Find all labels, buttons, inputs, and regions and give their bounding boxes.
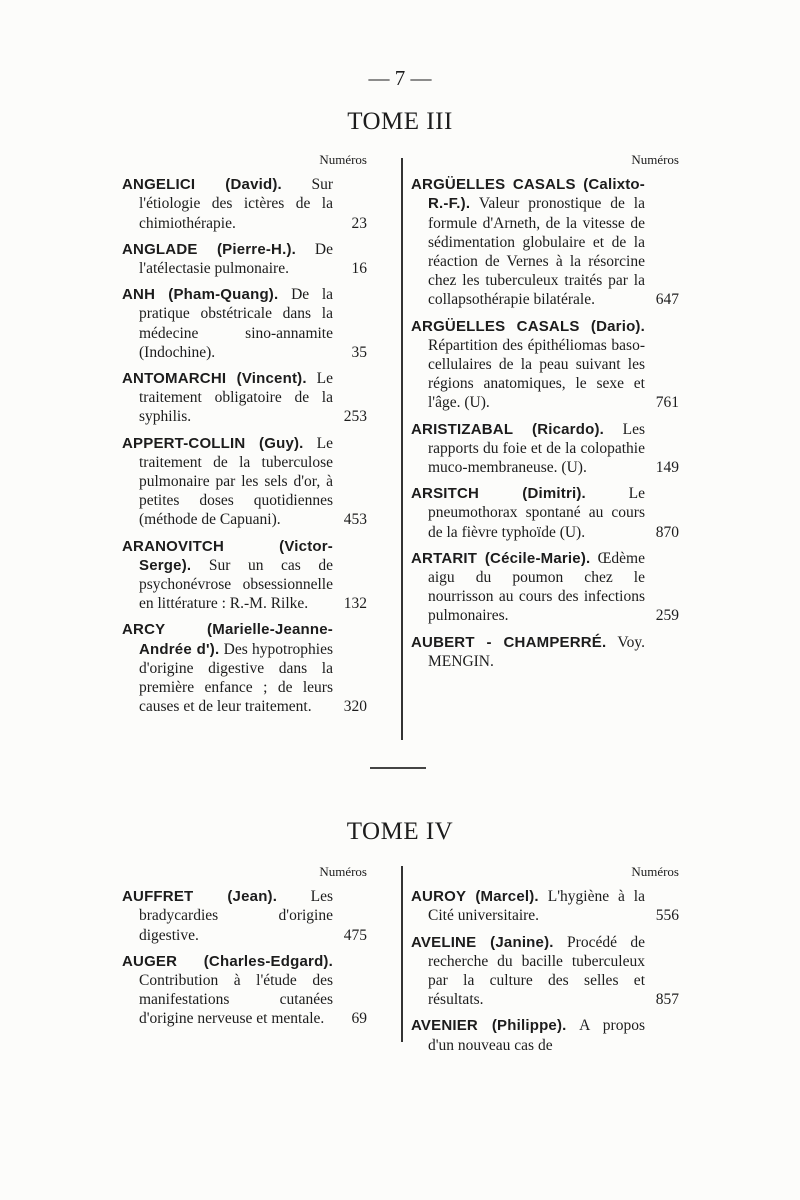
index-entry bbox=[411, 633, 679, 671]
tome-3-right-column bbox=[411, 150, 679, 678]
entry-text bbox=[122, 537, 367, 614]
author-name: ARANOVITCH (Victor-Serge). bbox=[122, 537, 333, 574]
thesis-number: 132 bbox=[343, 595, 367, 613]
entry-text bbox=[122, 285, 367, 362]
thesis-title: Procédé de recherche du bacille tuberculeux par la culture des selles et résultats. bbox=[428, 933, 645, 1009]
entry-text bbox=[411, 484, 679, 542]
thesis-title: Le traitement obligatoire de la syphilis. bbox=[139, 370, 333, 426]
thesis-title: Le traitement de la tuberculose pulmonaire par les sels d'or, à petites doses quotidiennes (méthode de Capuani). bbox=[139, 434, 333, 529]
thesis-number: 69 bbox=[351, 1010, 367, 1028]
thesis-number: 35 bbox=[351, 343, 367, 361]
thesis-number: 870 bbox=[655, 523, 679, 541]
index-entry bbox=[122, 620, 367, 716]
entry-text bbox=[411, 1016, 679, 1054]
entry-text bbox=[122, 240, 367, 278]
section-divider bbox=[370, 767, 426, 769]
index-entry bbox=[411, 933, 679, 1010]
thesis-title: De la pratique obstétricale dans la médecine sino-annamite (Indochine). bbox=[139, 286, 333, 361]
thesis-number: 761 bbox=[655, 394, 679, 412]
index-entry bbox=[122, 240, 367, 278]
column-divider bbox=[401, 866, 403, 1042]
thesis-title: Valeur pronostique de la formule d'Arneth, de la vitesse de sédimentation globulaire et de la réaction de Vernes à la résorcine chez les tuberculeux traités par la collapsothérapie bilatérale. bbox=[428, 195, 645, 309]
author-name: ARTARIT (Cécile-Marie). bbox=[411, 549, 591, 567]
thesis-number: 23 bbox=[351, 214, 367, 232]
thesis-title: Sur un cas de psychonévrose obsessionnelle en littérature : R.-M. Rilke. bbox=[139, 556, 334, 613]
author-name: APPERT-COLLIN (Guy). bbox=[122, 434, 304, 452]
thesis-title: Voy. MENGIN. bbox=[428, 633, 645, 670]
thesis-number: 647 bbox=[655, 291, 679, 309]
entry-text bbox=[411, 887, 679, 925]
thesis-number: 857 bbox=[655, 991, 679, 1009]
author-name: ARISTIZABAL (Ricardo). bbox=[411, 420, 605, 438]
index-entry bbox=[122, 952, 367, 1029]
author-name: ARGÜELLES CASALS (Calixto-R.-F.). bbox=[411, 176, 645, 213]
index-entry bbox=[122, 887, 367, 945]
index-entry bbox=[411, 484, 679, 542]
author-name: ANH (Pham-Quang). bbox=[122, 286, 279, 304]
entry-text bbox=[411, 420, 679, 478]
entry-text bbox=[122, 434, 367, 530]
entry-text bbox=[122, 952, 367, 1029]
index-entry bbox=[411, 175, 679, 309]
index-entry bbox=[411, 887, 679, 925]
entry-text bbox=[122, 887, 367, 945]
thesis-number: 16 bbox=[351, 260, 367, 278]
column-header: Numéros bbox=[631, 152, 679, 167]
index-entry bbox=[122, 175, 367, 233]
thesis-number: 149 bbox=[655, 459, 679, 477]
author-name: ARCY (Marielle-Jeanne-Andrée d'). bbox=[122, 621, 333, 658]
author-name: AUROY (Marcel). bbox=[411, 888, 539, 906]
tome-title: TOME IV bbox=[346, 818, 454, 845]
thesis-title: Contribution à l'étude des manifestations cutanées d'origine nerveuse et mentale. bbox=[139, 972, 333, 1028]
author-name: AUGER (Charles-Edgard). bbox=[122, 952, 333, 970]
tome-4-left-column bbox=[122, 862, 367, 1036]
entry-text bbox=[411, 175, 679, 309]
thesis-number: 320 bbox=[343, 698, 367, 716]
tome-title: TOME III bbox=[347, 108, 453, 135]
thesis-title: Des hypotrophies d'origine digestive dans la première enfance ; de leurs causes et de leur traitement. bbox=[139, 640, 333, 716]
thesis-number: 259 bbox=[655, 607, 679, 625]
thesis-title: L'hygiène à la Cité universitaire. bbox=[428, 888, 645, 925]
thesis-number: 453 bbox=[343, 511, 367, 529]
index-entry bbox=[122, 369, 367, 427]
thesis-title: Le pneumothorax spontané au cours de la fièvre typhoïde (U). bbox=[428, 485, 645, 541]
thesis-title: Sur l'étiologie des ictères de la chimiothérapie. bbox=[139, 176, 333, 232]
column-header: Numéros bbox=[319, 152, 367, 167]
column-header: Numéros bbox=[319, 864, 367, 879]
thesis-number: 253 bbox=[343, 408, 367, 426]
entry-text bbox=[122, 620, 367, 716]
column-header: Numéros bbox=[631, 864, 679, 879]
entry-text bbox=[411, 933, 679, 1010]
tome-4-right-column bbox=[411, 862, 679, 1062]
thesis-number: 556 bbox=[655, 907, 679, 925]
page-number: — 7 — bbox=[368, 66, 432, 90]
author-name: AUFFRET (Jean). bbox=[122, 888, 278, 906]
entry-text bbox=[411, 549, 679, 626]
entry-text bbox=[411, 317, 679, 413]
index-entry bbox=[411, 549, 679, 626]
author-name: ANGELICI (David). bbox=[122, 176, 282, 194]
index-entry bbox=[411, 420, 679, 478]
author-name: ARSITCH (Dimitri). bbox=[411, 485, 586, 503]
tome-3-left-column bbox=[122, 150, 367, 723]
author-name: ANGLADE (Pierre-H.). bbox=[122, 240, 297, 258]
thesis-title: De l'atélectasie pulmonaire. bbox=[139, 240, 333, 278]
entry-text bbox=[122, 175, 367, 233]
thesis-number: 475 bbox=[343, 926, 367, 944]
thesis-title: Les bradycardies d'origine digestive. bbox=[139, 888, 333, 944]
thesis-title: A propos d'un nouveau cas de bbox=[428, 1017, 645, 1054]
index-entry bbox=[411, 1016, 679, 1054]
author-name: ANTOMARCHI (Vincent). bbox=[122, 370, 307, 388]
author-name: AVELINE (Janine). bbox=[411, 933, 554, 951]
index-entry bbox=[122, 537, 367, 614]
index-entry bbox=[122, 285, 367, 362]
index-entry bbox=[122, 434, 367, 530]
thesis-title: Œdème aigu du poumon chez le nourrisson au cours des infections pulmonaires. bbox=[428, 549, 645, 625]
author-name: AVENIER (Philippe). bbox=[411, 1017, 567, 1035]
entry-text bbox=[122, 369, 367, 427]
author-name: AUBERT - CHAMPERRÉ. bbox=[411, 633, 607, 651]
column-divider bbox=[401, 158, 403, 740]
author-name: ARGÜELLES CASALS (Dario). bbox=[411, 317, 645, 335]
thesis-title: Les rapports du foie et de la colopathie muco-membraneuse. (U). bbox=[428, 420, 645, 477]
entry-text bbox=[411, 633, 679, 671]
index-entry bbox=[411, 317, 679, 413]
thesis-title: Répartition des épithéliomas baso-cellulaires de la peau suivant les régions anatomiques, le sexe et l'âge. (U). bbox=[428, 336, 645, 412]
